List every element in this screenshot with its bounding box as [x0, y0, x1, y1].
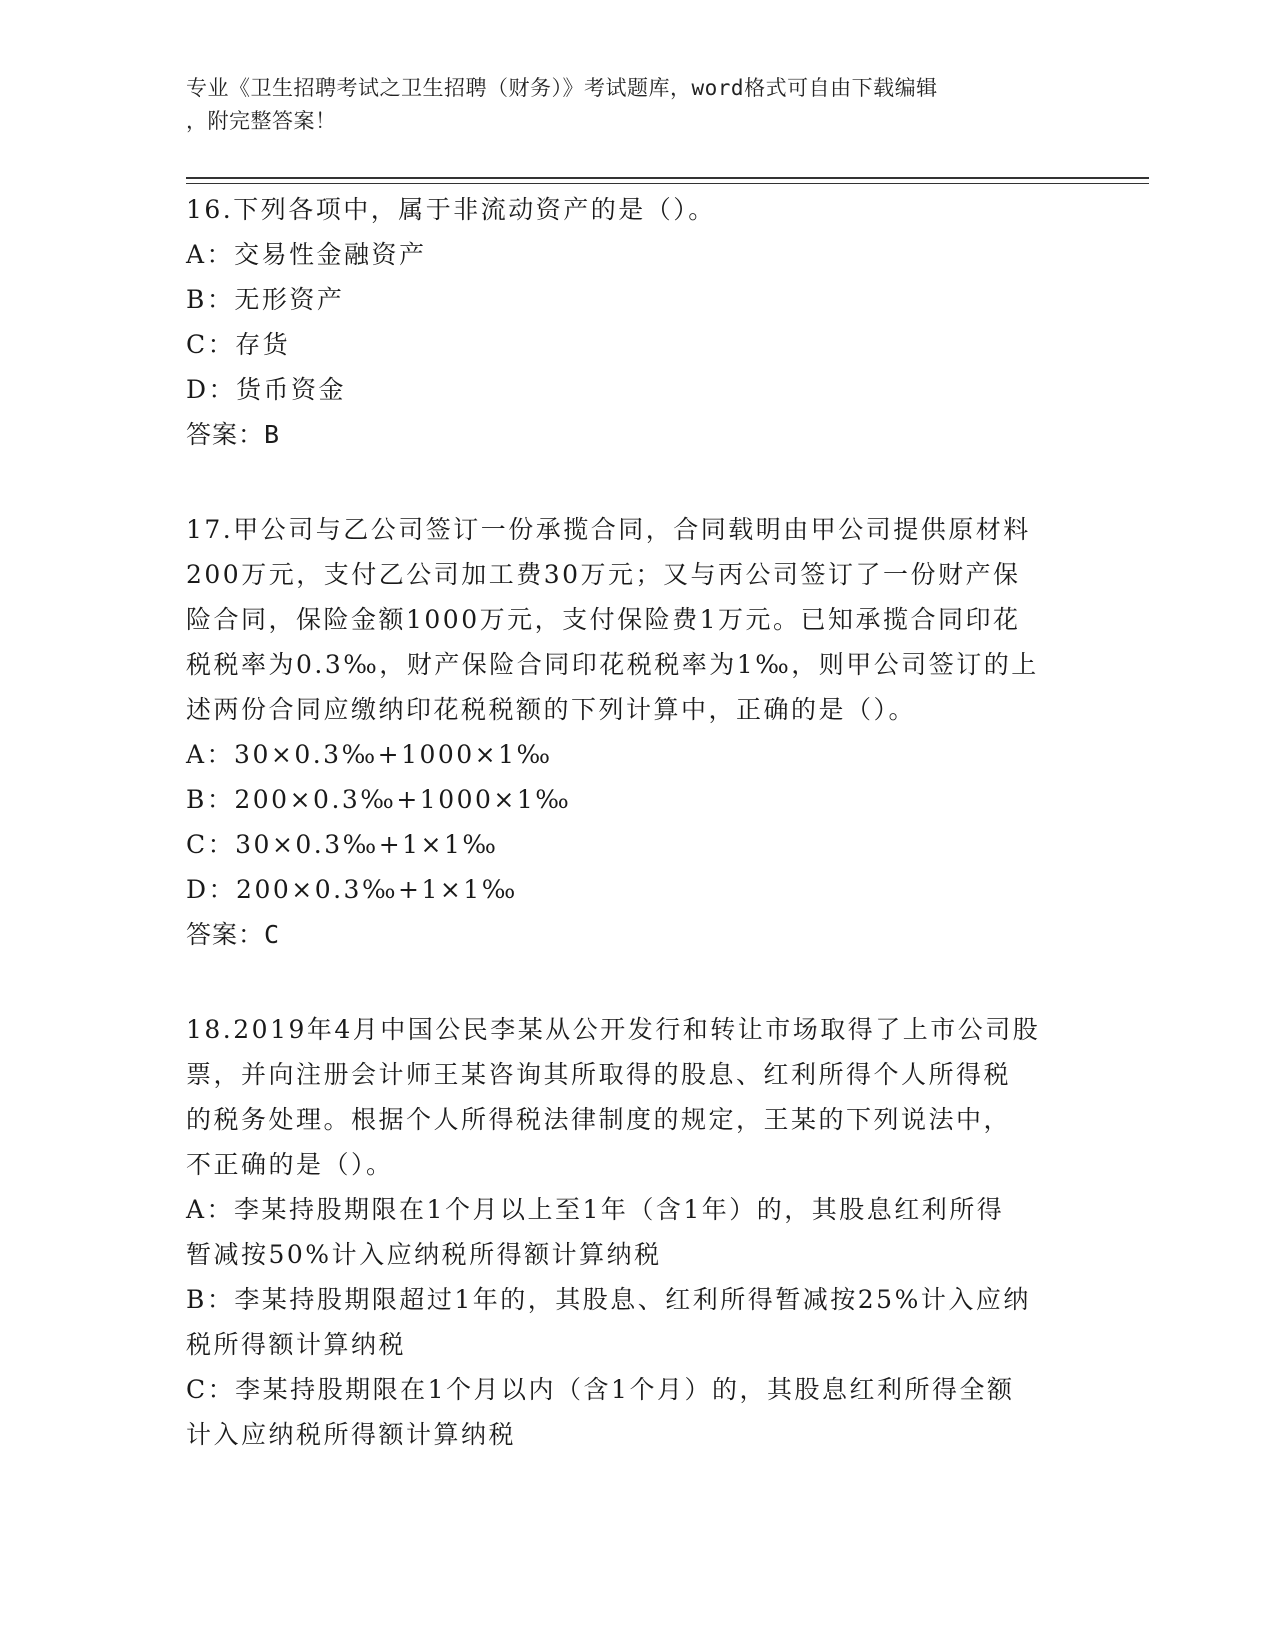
question-spacer	[186, 957, 1086, 1007]
option-line: B：200×0.3‰+1000×1‰	[186, 785, 572, 814]
option-line: C：30×0.3‰+1×1‰	[186, 830, 499, 859]
question-2	[186, 507, 1086, 957]
option-line: 计入应纳税所得额计算纳税	[186, 1420, 517, 1449]
question-list	[186, 187, 1086, 1457]
answer-label: 答案：C	[186, 920, 281, 949]
question-stem-line: 险合同，保险金额1000万元，支付保险费1万元。已知承揽合同印花	[186, 605, 1021, 634]
option-line: A：交易性金融资产	[186, 240, 427, 269]
option-line: B：无形资产	[186, 285, 345, 314]
question-1	[186, 187, 1086, 457]
question-stem-line: 16.下列各项中，属于非流动资产的是（）。	[186, 195, 716, 224]
question-stem-line: 述两份合同应缴纳印花税税额的下列计算中，正确的是（）。	[186, 695, 917, 724]
option-line: 税所得额计算纳税	[186, 1330, 407, 1359]
option-line: C：李某持股期限在1个月以内（含1个月）的，其股息红利所得全额	[186, 1375, 1015, 1404]
question-stem-line: 不正确的是（）。	[186, 1150, 394, 1179]
question-stem-line: 17.甲公司与乙公司签订一份承揽合同，合同载明由甲公司提供原材料	[186, 515, 1031, 544]
question-stem-line: 票，并向注册会计师王某咨询其所取得的股息、红利所得个人所得税	[186, 1060, 1012, 1089]
option-c	[186, 822, 1086, 867]
option-a	[186, 232, 1086, 277]
question-stem-line: 的税务处理。根据个人所得税法律制度的规定，王某的下列说法中，	[186, 1105, 1012, 1134]
option-line: D：200×0.3‰+1×1‰	[186, 875, 518, 904]
header-line-1: 专业《卫生招聘考试之卫生招聘（财务）》考试题库，word格式可自由下载编辑	[186, 76, 938, 100]
option-line: B：李某持股期限超过1年的，其股息、红利所得暂减按25%计入应纳	[186, 1285, 1031, 1314]
answer-label: 答案：B	[186, 420, 281, 449]
option-line: C：存货	[186, 330, 291, 359]
option-c	[186, 322, 1086, 367]
option-d	[186, 367, 1086, 412]
option-line: 暂减按50%计入应纳税所得额计算纳税	[186, 1240, 662, 1269]
header-divider-thin	[186, 183, 1149, 184]
option-line: A：李某持股期限在1个月以上至1年（含1年）的，其股息红利所得	[186, 1195, 1005, 1224]
header-divider-thick	[186, 177, 1149, 179]
question-3	[186, 1007, 1086, 1457]
option-line: D：货币资金	[186, 375, 347, 404]
option-b	[186, 777, 1086, 822]
option-d	[186, 867, 1086, 912]
option-c	[186, 1367, 1086, 1457]
header-line-2: ，附完整答案！	[186, 109, 337, 133]
option-b	[186, 1277, 1086, 1367]
question-spacer	[186, 457, 1086, 507]
document-header	[186, 72, 1066, 138]
option-line: A：30×0.3‰+1000×1‰	[186, 740, 553, 769]
option-a	[186, 1187, 1086, 1277]
question-stem-line: 200万元，支付乙公司加工费30万元；又与丙公司签订了一份财产保	[186, 560, 1021, 589]
option-b	[186, 277, 1086, 322]
question-stem-line: 税税率为0.3‰，财产保险合同印花税税率为1‰，则甲公司签订的上	[186, 650, 1039, 679]
option-a	[186, 732, 1086, 777]
question-stem-line: 18.2019年4月中国公民李某从公开发行和转让市场取得了上市公司股	[186, 1015, 1041, 1044]
